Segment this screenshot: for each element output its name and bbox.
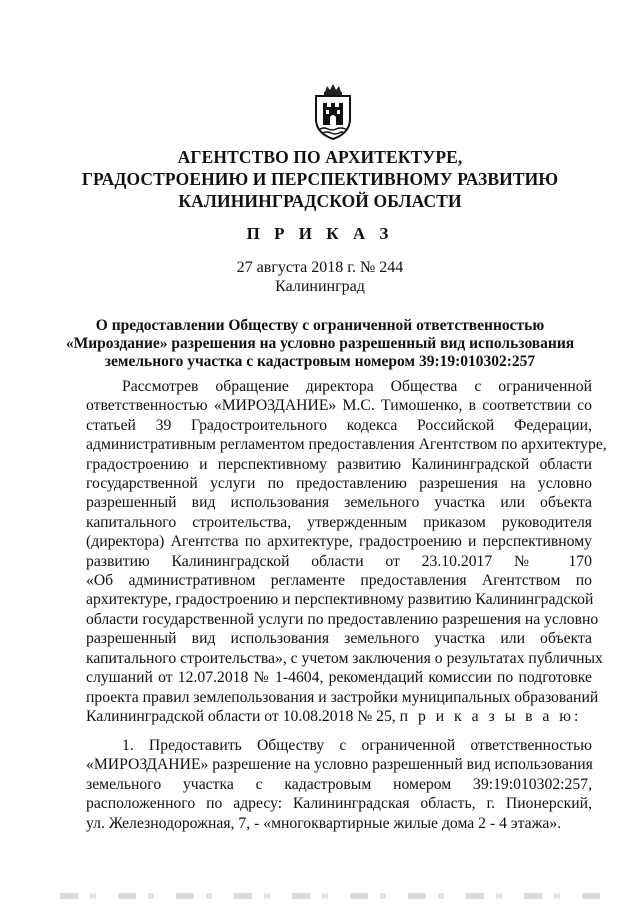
paragraph-line: (директора) Агентства по архитектуре, градостроению и перспективному xyxy=(86,533,592,551)
paragraph-line: расположенного по адресу: Калининградская область, г. Пионерский, xyxy=(86,795,592,813)
agency-line-1: АГЕНТСТВО ПО АРХИТЕКТУРЕ, xyxy=(177,147,463,167)
paragraph-2 xyxy=(86,736,592,833)
paragraph-line: 1. Предоставить Обществу с ограниченной ответственностью xyxy=(122,737,592,754)
paragraph-line: Рассмотрев обращение директора Общества с ограниченной xyxy=(122,378,592,395)
paragraph-line: государственной услуги по предоставлению разрешения на условно xyxy=(86,475,592,493)
paragraph-line: капитального строительства, утвержденным приказом руководителя xyxy=(86,513,592,531)
document-city: Калининград xyxy=(275,278,365,295)
paragraph-line: разрешенный вид использования земельного участка или объекта xyxy=(86,494,592,512)
paragraph-last-line: ул. Железнодорожная, 7, - «многоквартирные жилые дома 2 - 4 этажа». xyxy=(86,814,562,832)
paragraph-line: архитектуре, градостроению и перспективному развитию Калининградской xyxy=(86,591,594,609)
paragraph-line: области государственной услуги по предоставлению разрешения на условно xyxy=(86,610,599,628)
paragraph-line: капитального строительства», с учетом заключения о результатах публичных xyxy=(86,649,603,667)
subject-line-3: земельного участка с кадастровым номером 39:19:010302:257 xyxy=(104,353,536,370)
paragraph-line: «Об административном регламенте предоставления Агентством по xyxy=(86,572,592,590)
paragraph-line: «МИРОЗДАНИЕ» разрешение на условно разрешенный вид использования xyxy=(86,756,593,774)
paragraph-line: земельного участка с кадастровым номером 39:19:010302:257, xyxy=(86,775,592,793)
paragraph-line: проекта правил землепользования и застройки муниципальных образований xyxy=(86,688,599,706)
paragraph-last-line-text: Калининградской области от 10.08.2018 № 25, xyxy=(86,707,396,725)
paragraph-line: градостроению и перспективному развитию Калининградской области xyxy=(86,455,592,473)
paragraph-last-line xyxy=(86,707,592,726)
document-type: П Р И К А З xyxy=(246,224,394,243)
subject-line-1: О предоставлении Обществу с ограниченной ответственностью xyxy=(95,317,545,334)
paragraph-line: ответственностью «МИРОЗДАНИЕ» М.С. Тимошенко, в соответствии со xyxy=(86,397,592,415)
paragraph-1 xyxy=(86,377,607,726)
order-word: п р и к а з ы в а ю: xyxy=(399,707,582,725)
scan-cut-off-strip xyxy=(60,893,600,899)
document-date-number: 27 августа 2018 г. № 244 xyxy=(236,259,404,276)
agency-line-3: КАЛИНИНГРАДСКОЙ ОБЛАСТИ xyxy=(178,191,462,211)
paragraph-line: слушаний от 12.07.2018 № 1-4604, рекомендаций комиссии по подготовке xyxy=(86,669,592,687)
agency-line-2: ГРАДОСТРОЕНИЮ И ПЕРСПЕКТИВНОМУ РАЗВИТИЮ xyxy=(81,169,559,189)
coat-of-arms-icon xyxy=(311,83,355,141)
document-date-block xyxy=(0,258,640,296)
subject-line-2: «Мироздание» разрешения на условно разрешенный вид использования xyxy=(65,335,575,352)
agency-name xyxy=(0,146,640,212)
paragraph-line: административным регламентом предоставления Агентством по архитектуре, xyxy=(86,436,607,454)
document-subject xyxy=(0,317,640,371)
paragraph-line: разрешенный вид использования земельного участка или объекта xyxy=(86,630,592,648)
paragraph-line: развитию Калининградской области от 23.10.2017 № 170 xyxy=(86,552,592,570)
paragraph-line: статьей 39 Градостроительного кодекса Российской Федерации, xyxy=(86,416,592,434)
